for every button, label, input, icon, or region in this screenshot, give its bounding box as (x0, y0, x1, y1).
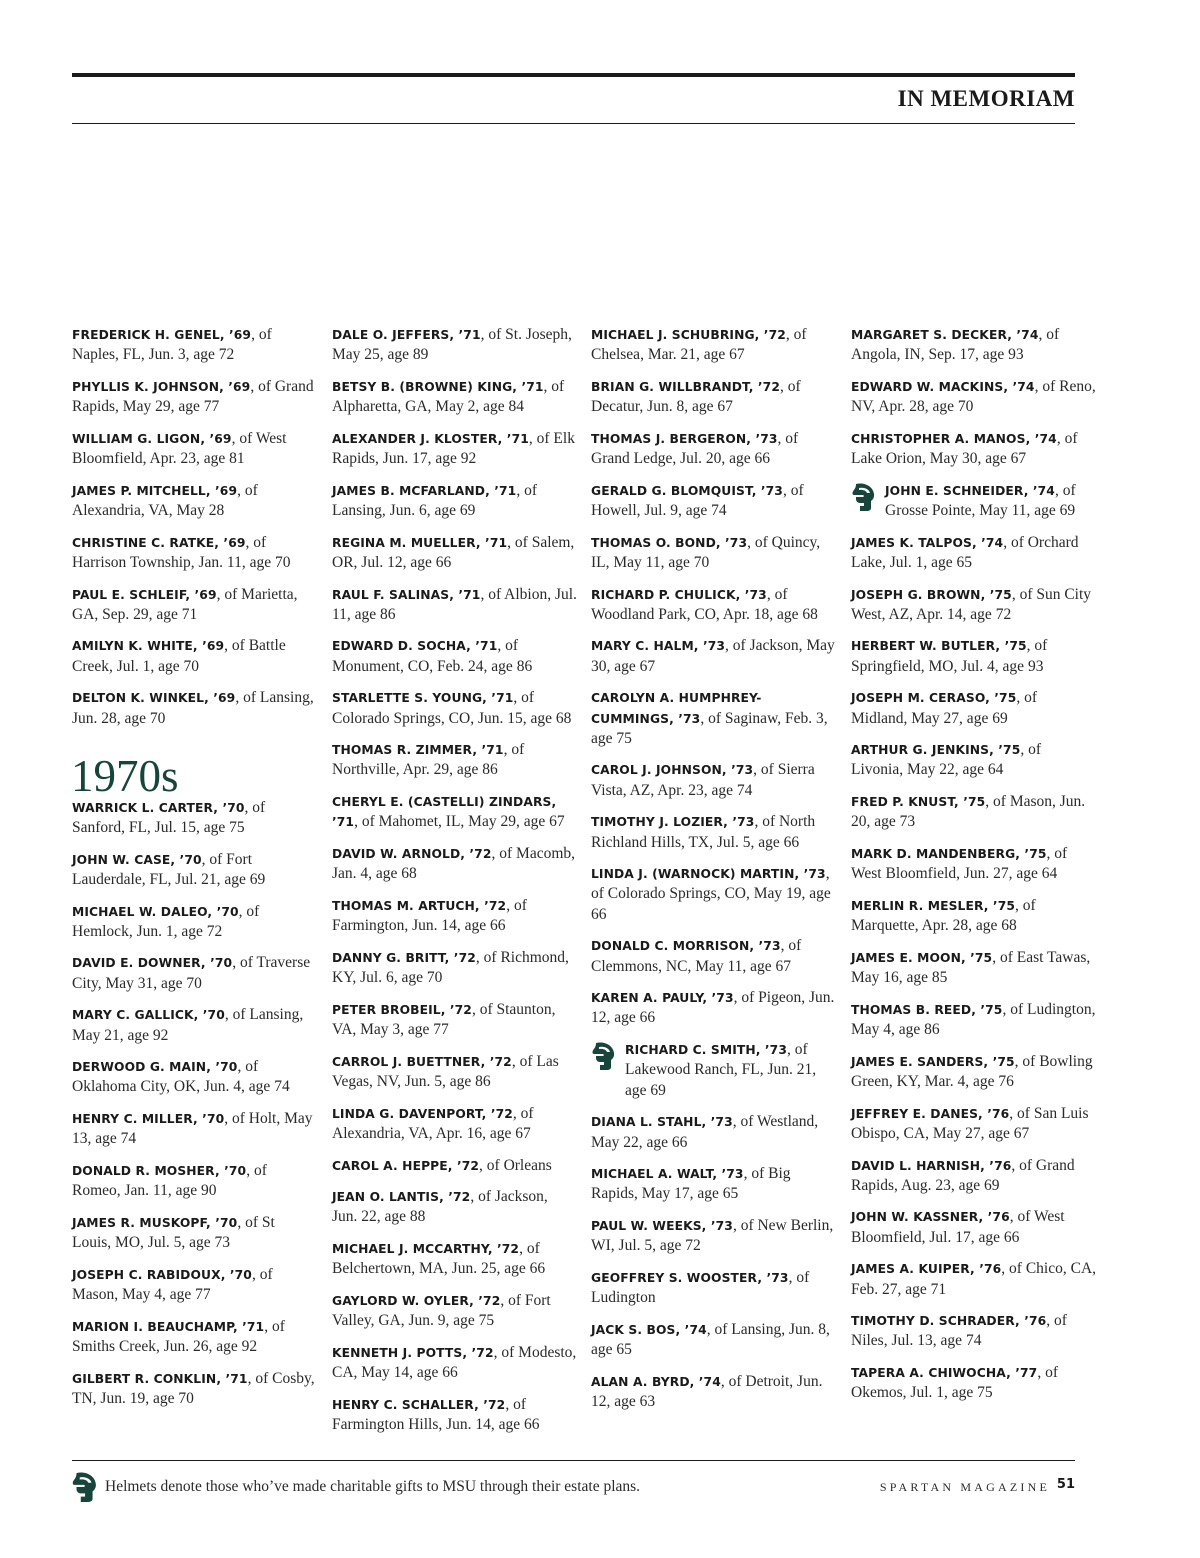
obituary-details: , of Grosse Pointe, May 11, age 69 (885, 481, 1076, 519)
obituary-details: , of Pigeon, Jun. 12, age 66 (591, 989, 835, 1027)
obituary-details: , of Alpharetta, GA, May 2, age 84 (332, 377, 565, 416)
obituary-details: , of Lakewood Ranch, FL, Jun. 21, age 69 (625, 1041, 817, 1099)
obituary-details: , of Fort Lauderdale, FL, Jul. 21, age 69 (72, 850, 266, 888)
obituary-details: , of Orchard Lake, Jul. 1, age 65 (851, 533, 1079, 571)
obituary-name: JAMES E. SANDERS, ’75 (851, 1054, 1015, 1069)
obituary-details: , of San Luis Obispo, CA, May 27, age 67 (851, 1104, 1089, 1142)
obituary-name: THOMAS O. BOND, ’73 (591, 535, 748, 550)
obituary-details: , of Mason, Jun. 20, age 73 (851, 793, 1086, 831)
obituary-name: DONALD R. MOSHER, ’70 (72, 1164, 247, 1179)
obituary-name: THOMAS M. ARTUCH, ’72 (332, 898, 507, 913)
obituary-details: , of West Bloomfield, Apr. 23, age 81 (72, 429, 287, 468)
obituary-entry (851, 533, 1096, 573)
obituary-entry (591, 481, 836, 521)
obituary-details: , of Modesto, CA, May 14, age 66 (332, 1343, 577, 1382)
obituary-details: , of West Bloomfield, Jul. 17, age 66 (851, 1208, 1065, 1246)
obituary-entry (72, 688, 317, 728)
obituary-details: , of Hemlock, Jun. 1, age 72 (72, 902, 260, 940)
obituary-column-1 (72, 325, 317, 1421)
obituary-entry (851, 1311, 1096, 1351)
obituary-entry (591, 585, 836, 625)
obituary-details: , of Naples, FL, Jun. 3, age 72 (72, 326, 272, 364)
obituary-name: KAREN A. PAULY, ’73 (591, 991, 734, 1006)
obituary-name: DERWOOD G. MAIN, ’70 (72, 1060, 238, 1075)
obituary-name: DANNY G. BRITT, ’72 (332, 950, 476, 965)
obituary-details: , of Albion, Jul. 11, age 86 (332, 585, 577, 623)
obituary-name: CHRISTINE C. RATKE, ’69 (72, 535, 246, 550)
obituary-details: , of Mason, May 4, age 77 (72, 1265, 273, 1304)
obituary-name: FREDERICK H. GENEL, ’69 (72, 328, 252, 342)
obituary-details: , of Alexandria, VA, Apr. 16, age 67 (332, 1104, 534, 1142)
obituary-name: DELTON K. WINKEL, ’69 (72, 691, 236, 706)
obituary-name: PAUL W. WEEKS, ’73 (591, 1219, 733, 1234)
obituary-entry (72, 377, 317, 417)
obituary-entry (72, 1109, 317, 1149)
obituary-entry (591, 864, 836, 925)
obituary-details: , of Oklahoma City, OK, Jun. 4, age 74 (72, 1058, 290, 1096)
obituary-name: MICHAEL A. WALT, ’73 (591, 1167, 744, 1182)
obituary-details: , of North Richland Hills, TX, Jul. 5, age 66 (591, 813, 816, 851)
obituary-details: , of Farmington, Jun. 14, age 66 (332, 896, 527, 935)
obituary-details: , of Saginaw, Feb. 3, age 75 (591, 709, 828, 747)
obituary-details: , of Macomb, Jan. 4, age 68 (332, 845, 576, 883)
obituary-details: , of Grand Rapids, Aug. 23, age 69 (851, 1156, 1075, 1194)
obituary-entry (851, 1363, 1096, 1403)
obituary-entry (332, 1104, 577, 1144)
obituary-details: , of St. Joseph, May 25, age 89 (332, 326, 572, 364)
obituary-entry (591, 1040, 836, 1101)
obituary-name: MARION I. BEAUCHAMP, ’71 (72, 1319, 265, 1334)
obituary-name: STARLETTE S. YOUNG, ’71 (332, 691, 514, 706)
obituary-name: JAMES A. KUIPER, ’76 (851, 1262, 1002, 1277)
obituary-name: GERALD G. BLOMQUIST, ’73 (591, 483, 783, 498)
obituary-name: JOSEPH C. RABIDOUX, ’70 (72, 1267, 252, 1282)
obituary-entry (591, 1216, 836, 1256)
obituary-column-2 (332, 325, 577, 1447)
obituary-name: JOSEPH G. BROWN, ’75 (851, 587, 1012, 602)
obituary-details: , of Westland, May 22, age 66 (591, 1113, 819, 1151)
obituary-entry (591, 760, 836, 800)
obituary-details: , of Sierra Vista, AZ, Apr. 23, age 74 (591, 761, 815, 799)
obituary-entry (851, 325, 1096, 365)
obituary-details: , of Lansing, Jun. 6, age 69 (332, 481, 537, 519)
obituary-column-4 (851, 325, 1096, 1415)
obituary-entry (332, 1000, 577, 1040)
obituary-details: , of Mahomet, IL, May 29, age 67 (354, 813, 565, 831)
spartan-helmet-icon (591, 1042, 615, 1070)
obituary-details: , of Alexandria, VA, May 28 (72, 481, 258, 519)
obituary-name: RICHARD C. SMITH, ’73 (625, 1043, 787, 1058)
obituary-name: CAROLYN A. HUMPHREY-CUMMINGS, ’73 (591, 691, 762, 726)
obituary-entry (332, 377, 577, 417)
obituary-details: , of Okemos, Jul. 1, age 75 (851, 1364, 1059, 1402)
obituary-name: MARY C. GALLICK, ’70 (72, 1008, 225, 1023)
obituary-details: , of Ludington, May 4, age 86 (851, 1000, 1096, 1038)
obituary-name: LINDA J. (WARNOCK) MARTIN, ’73 (591, 867, 826, 882)
obituary-name: JOHN W. KASSNER, ’76 (851, 1210, 1010, 1225)
obituary-column-3 (591, 325, 836, 1424)
obituary-entry (591, 812, 836, 852)
obituary-details: , of Decatur, Jun. 8, age 67 (591, 377, 801, 416)
obituary-details: , of Woodland Park, CO, Apr. 18, age 68 (591, 585, 818, 623)
obituary-name: GILBERT R. CONKLIN, ’71 (72, 1371, 248, 1386)
obituary-entry (72, 325, 317, 365)
obituary-details: , of Traverse City, May 31, age 70 (72, 954, 311, 992)
obituary-entry (72, 1005, 317, 1045)
obituary-name: JAMES B. MCFARLAND, ’71 (332, 483, 517, 498)
obituary-entry (332, 325, 577, 365)
obituary-details: , of Colorado Springs, CO, Jun. 15, age 68 (332, 689, 572, 727)
obituary-details: , of Northville, Apr. 29, age 86 (332, 741, 525, 779)
footer-rule (72, 1460, 1075, 1461)
obituary-name: WILLIAM G. LIGON, ’69 (72, 431, 232, 446)
obituary-entry (851, 429, 1096, 469)
obituary-name: GAYLORD W. OYLER, ’72 (332, 1294, 501, 1309)
obituary-name: JAMES K. TALPOS, ’74 (851, 535, 1004, 550)
obituary-entry (332, 1395, 577, 1435)
obituary-details: , of Marietta, GA, Sep. 29, age 71 (72, 585, 298, 623)
obituary-name: DALE O. JEFFERS, ’71 (332, 328, 481, 342)
obituary-entry (332, 1343, 577, 1383)
obituary-entry (332, 792, 577, 832)
obituary-name: JEAN O. LANTIS, ’72 (332, 1190, 471, 1205)
obituary-details: , of Farmington Hills, Jun. 14, age 66 (332, 1395, 540, 1434)
obituary-details: , of Angola, IN, Sep. 17, age 93 (851, 326, 1060, 364)
obituary-name: JOHN W. CASE, ’70 (72, 852, 202, 867)
obituary-entry (591, 1164, 836, 1204)
obituary-entry (72, 636, 317, 676)
obituary-details: , of Richmond, KY, Jul. 6, age 70 (332, 948, 569, 987)
obituary-details: , of Midland, May 27, age 69 (851, 689, 1038, 727)
obituary-entry (851, 844, 1096, 884)
obituary-entry (332, 1291, 577, 1331)
obituary-name: ALEXANDER J. KLOSTER, ’71 (332, 431, 529, 446)
obituary-details: , of West Bloomfield, Jun. 27, age 64 (851, 845, 1068, 883)
obituary-details: , of Salem, OR, Jul. 12, age 66 (332, 533, 575, 571)
obituary-details: , of Clemmons, NC, May 11, age 67 (591, 937, 802, 975)
obituary-name: TIMOTHY D. SCHRADER, ’76 (851, 1314, 1047, 1329)
obituary-name: PHYLLIS K. JOHNSON, ’69 (72, 379, 251, 394)
obituary-name: REGINA M. MUELLER, ’71 (332, 535, 508, 550)
obituary-entry (72, 1369, 317, 1409)
obituary-name: HERBERT W. BUTLER, ’75 (851, 639, 1027, 654)
obituary-entry (72, 1161, 317, 1201)
obituary-name: THOMAS R. ZIMMER, ’71 (332, 743, 504, 758)
obituary-details: , of Big Rapids, May 17, age 65 (591, 1165, 791, 1203)
obituary-entry (591, 325, 836, 365)
obituary-name: CARROL J. BUETTNER, ’72 (332, 1054, 512, 1069)
obituary-details: , of Howell, Jul. 9, age 74 (591, 481, 804, 519)
obituary-details: , of Bowling Green, KY, Mar. 4, age 76 (851, 1052, 1093, 1090)
obituary-details: , of Harrison Township, Jan. 11, age 70 (72, 533, 291, 571)
obituary-details: , of Niles, Jul. 13, age 74 (851, 1312, 1067, 1350)
obituary-name: LINDA G. DAVENPORT, ’72 (332, 1106, 513, 1121)
obituary-name: GEOFFREY S. WOOSTER, ’73 (591, 1271, 789, 1286)
obituary-details: , of Colorado Springs, CO, May 19, age 66 (591, 865, 831, 923)
obituary-entry (332, 1052, 577, 1092)
obituary-details: , of Elk Rapids, Jun. 17, age 92 (332, 429, 575, 468)
obituary-name: THOMAS J. BERGERON, ’73 (591, 431, 778, 446)
obituary-details: , of Belchertown, MA, Jun. 25, age 66 (332, 1240, 546, 1278)
obituary-name: HENRY C. MILLER, ’70 (72, 1112, 225, 1127)
obituary-details: , of Cosby, TN, Jun. 19, age 70 (72, 1369, 315, 1407)
obituary-name: DAVID W. ARNOLD, ’72 (332, 847, 492, 862)
obituary-entry (851, 1052, 1096, 1092)
obituary-details: , of Staunton, VA, May 3, age 77 (332, 1000, 556, 1038)
obituary-details: , of Springfield, MO, Jul. 4, age 93 (851, 637, 1048, 675)
obituary-name: RAUL F. SALINAS, ’71 (332, 587, 481, 602)
obituary-name: AMILYN K. WHITE, ’69 (72, 639, 225, 654)
obituary-name: DAVID L. HARNISH, ’76 (851, 1158, 1012, 1173)
obituary-details: , of Orleans (479, 1156, 552, 1174)
obituary-details: , of Livonia, May 22, age 64 (851, 741, 1042, 779)
obituary-name: ALAN A. BYRD, ’74 (591, 1374, 721, 1389)
obituary-entry (591, 377, 836, 417)
decade-heading: 1970s (71, 750, 179, 801)
entries-1970s (72, 798, 317, 1409)
obituary-entry (332, 896, 577, 936)
obituary-name: PETER BROBEIL, ’72 (332, 1002, 472, 1017)
obituary-entry (851, 948, 1096, 988)
obituary-details: , of Lansing, May 21, age 92 (72, 1006, 304, 1044)
obituary-entry (72, 533, 317, 573)
obituary-details: , of Monument, CO, Feb. 24, age 86 (332, 637, 533, 675)
obituary-entry (851, 585, 1096, 625)
obituary-name: CAROL J. JOHNSON, ’73 (591, 763, 754, 778)
obituary-entry (72, 902, 317, 942)
obituary-details: , of Grand Rapids, May 29, age 77 (72, 377, 314, 416)
obituary-details: , of Quincy, IL, May 11, age 70 (591, 533, 821, 571)
obituary-entry (332, 481, 577, 521)
obituary-entry (591, 936, 836, 976)
obituary-name: MICHAEL J. MCCARTHY, ’72 (332, 1242, 520, 1257)
obituary-name: EDWARD W. MACKINS, ’74 (851, 379, 1035, 394)
obituary-entry (332, 585, 577, 625)
obituary-name: RICHARD P. CHULICK, ’73 (591, 587, 767, 602)
obituary-name: MARY C. HALM, ’73 (591, 639, 726, 654)
obituary-entry (851, 1207, 1096, 1247)
obituary-entry (72, 1317, 317, 1357)
obituary-entry (591, 1112, 836, 1152)
obituary-name: FRED P. KNUST, ’75 (851, 795, 986, 810)
page-number: 51 (1056, 1477, 1075, 1492)
obituary-entry (591, 429, 836, 469)
obituary-entry (72, 585, 317, 625)
obituary-entry (851, 740, 1096, 780)
obituary-details: , of New Berlin, WI, Jul. 5, age 72 (591, 1217, 834, 1255)
spartan-helmet-icon (851, 483, 875, 511)
obituary-details: , of Las Vegas, NV, Jun. 5, age 86 (332, 1052, 559, 1090)
obituary-name: CHERYL E. (CASTELLI) ZINDARS, ’71 (332, 795, 557, 830)
entries-1960s (72, 325, 317, 729)
header-bottom-rule (72, 123, 1075, 124)
obituary-details: , of Romeo, Jan. 11, age 90 (72, 1162, 267, 1200)
obituary-entry (72, 850, 317, 890)
obituary-details: , of Holt, May 13, age 74 (72, 1110, 313, 1148)
header-top-rule (72, 73, 1075, 77)
obituary-entry (591, 636, 836, 676)
obituary-entry (332, 1187, 577, 1227)
obituary-name: MERLIN R. MESLER, ’75 (851, 898, 1016, 913)
obituary-entry (72, 953, 317, 993)
obituary-entry (851, 1259, 1096, 1299)
obituary-entry (332, 948, 577, 988)
obituary-details: , of Lansing, Jun. 28, age 70 (72, 689, 314, 727)
obituary-name: WARRICK L. CARTER, ’70 (72, 800, 245, 815)
obituary-details: , of Jackson, Jun. 22, age 88 (332, 1188, 548, 1226)
obituary-name: CHRISTOPHER A. MANOS, ’74 (851, 431, 1057, 446)
obituary-name: BRIAN G. WILLBRANDT, ’72 (591, 379, 780, 394)
obituary-details: , of Marquette, Apr. 28, age 68 (851, 896, 1036, 935)
obituary-entry (72, 1213, 317, 1253)
obituary-entry (332, 636, 577, 676)
obituary-entry (851, 481, 1096, 521)
obituary-entry (72, 1057, 317, 1097)
obituary-name: TAPERA A. CHIWOCHA, ’77 (851, 1366, 1038, 1381)
obituary-entry (851, 1156, 1096, 1196)
obituary-details: , of Detroit, Jun. 12, age 63 (591, 1372, 823, 1411)
obituary-entry (591, 988, 836, 1028)
obituary-entry (851, 636, 1096, 676)
obituary-details: , of Jackson, May 30, age 67 (591, 637, 835, 675)
obituary-entry (851, 896, 1096, 936)
obituary-name: JAMES E. MOON, ’75 (851, 950, 993, 965)
obituary-entry (591, 1268, 836, 1308)
obituary-details: , of St Louis, MO, Jul. 5, age 73 (72, 1214, 275, 1252)
obituary-name: ARTHUR G. JENKINS, ’75 (851, 743, 1021, 758)
obituary-name: JACK S. BOS, ’74 (591, 1322, 707, 1337)
obituary-entry (72, 429, 317, 469)
obituary-name: DIANA L. STAHL, ’73 (591, 1115, 733, 1130)
obituary-details: , of Ludington (591, 1269, 810, 1307)
obituary-entry (591, 1372, 836, 1412)
obituary-details: , of Reno, NV, Apr. 28, age 70 (851, 377, 1096, 416)
obituary-name: DAVID E. DOWNER, ’70 (72, 956, 233, 971)
obituary-name: JAMES P. MITCHELL, ’69 (72, 483, 238, 498)
obituary-entry (332, 533, 577, 573)
obituary-name: JOSEPH M. CERASO, ’75 (851, 691, 1017, 706)
obituary-entry (72, 481, 317, 521)
obituary-details: , of Fort Valley, GA, Jun. 9, age 75 (332, 1292, 551, 1330)
obituary-details: , of Sun City West, AZ, Apr. 14, age 72 (851, 585, 1092, 623)
spartan-helmet-icon (71, 1472, 97, 1502)
obituary-name: JEFFREY E. DANES, ’76 (851, 1106, 1010, 1121)
obituary-name: JOHN E. SCHNEIDER, ’74 (885, 483, 1055, 498)
obituary-name: CAROL A. HEPPE, ’72 (332, 1158, 480, 1173)
obituary-name: BETSY B. (BROWNE) KING, ’71 (332, 379, 544, 394)
obituary-details: , of Grand Ledge, Jul. 20, age 66 (591, 429, 799, 468)
obituary-entry (332, 844, 577, 884)
obituary-entry (332, 429, 577, 469)
obituary-name: JAMES R. MUSKOPF, ’70 (72, 1216, 238, 1230)
obituary-details: , of Chico, CA, Feb. 27, age 71 (851, 1260, 1097, 1298)
obituary-name: THOMAS B. REED, ’75 (851, 1002, 1003, 1017)
obituary-entry (851, 688, 1096, 728)
obituary-entry (72, 1265, 317, 1305)
obituary-details: , of Sanford, FL, Jul. 15, age 75 (72, 798, 266, 836)
obituary-name: MARGARET S. DECKER, ’74 (851, 328, 1039, 342)
obituary-name: MICHAEL J. SCHUBRING, ’72 (591, 328, 786, 342)
obituary-name: KENNETH J. POTTS, ’72 (332, 1345, 494, 1360)
obituary-entry (851, 377, 1096, 417)
magazine-name: SPARTAN MAGAZINE (879, 1480, 1050, 1494)
helmet-legend-note: Helmets denote those who’ve made charitable gifts to MSU through their estate plans. (105, 1478, 641, 1495)
obituary-details: , of East Tawas, May 16, age 85 (851, 948, 1091, 987)
obituary-entry (591, 1320, 836, 1360)
obituary-details: , of Battle Creek, Jul. 1, age 70 (72, 637, 286, 675)
obituary-name: MICHAEL W. DALEO, ’70 (72, 904, 239, 919)
obituary-entry (851, 792, 1096, 832)
obituary-name: HENRY C. SCHALLER, ’72 (332, 1397, 506, 1412)
obituary-entry (591, 688, 836, 749)
obituary-entry (851, 1104, 1096, 1144)
section-title: IN MEMORIAM (897, 86, 1075, 111)
obituary-name: MARK D. MANDENBERG, ’75 (851, 847, 1047, 862)
obituary-entry (332, 1156, 577, 1176)
obituary-details: , of Smiths Creek, Jun. 26, age 92 (72, 1317, 285, 1356)
obituary-entry (332, 688, 577, 728)
obituary-entry (72, 798, 317, 838)
obituary-name: TIMOTHY J. LOZIER, ’73 (591, 815, 755, 830)
obituary-entry (332, 740, 577, 780)
obituary-name: EDWARD D. SOCHA, ’71 (332, 639, 498, 654)
obituary-entry (851, 1000, 1096, 1040)
obituary-name: PAUL E. SCHLEIF, ’69 (72, 587, 217, 602)
obituary-entry (332, 1239, 577, 1279)
obituary-details: , of Chelsea, Mar. 21, age 67 (591, 326, 807, 364)
obituary-name: DONALD C. MORRISON, ’73 (591, 939, 781, 954)
obituary-entry (591, 533, 836, 573)
obituary-details: , of Lake Orion, May 30, age 67 (851, 429, 1078, 468)
obituary-details: , of Lansing, Jun. 8, age 65 (591, 1320, 830, 1359)
